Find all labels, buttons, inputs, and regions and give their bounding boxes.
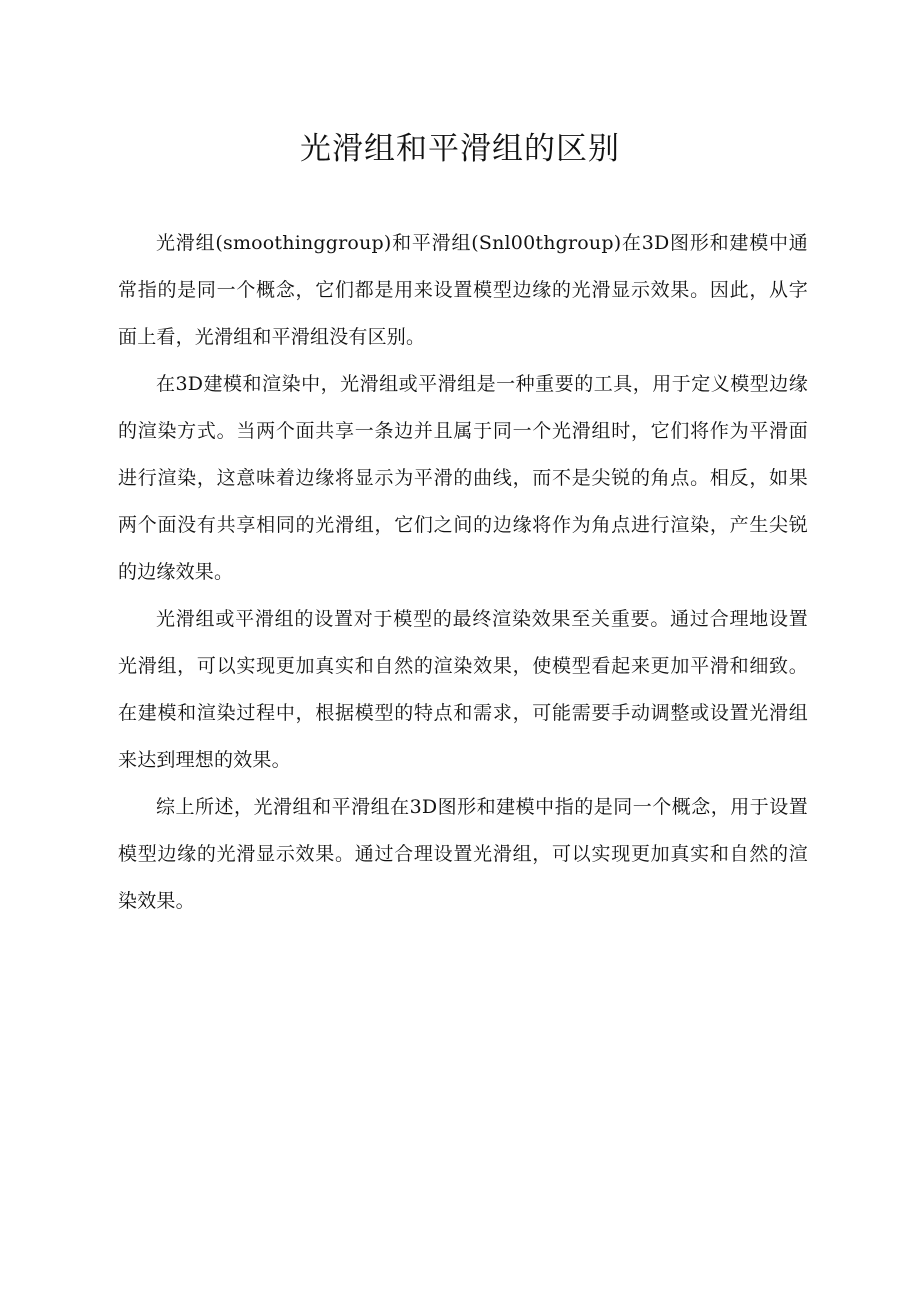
paragraph-3: 光滑组或平滑组的设置对于模型的最终渲染效果至关重要。通过合理地设置光滑组，可以实现更加真实和自然的渲染效果，使模型看起来更加平滑和细致。在建模和渲染过程中，根据模型的特点和需求，可能需要手动调整或设置光滑组来达到理想的效果。 <box>118 608 808 771</box>
paragraph-1: 光滑组(smoothinggroup)和平滑组(Snl00thgroup)在3D图形和建模中通常指的是同一个概念，它们都是用来设置模型边缘的光滑显示效果。因此，从字面上看，光滑组和平滑组没有区别。 <box>118 232 808 348</box>
page-title: 光滑组和平滑组的区别 <box>300 131 620 167</box>
paragraph-4: 综上所述，光滑组和平滑组在3D图形和建模中指的是同一个概念，用于设置模型边缘的光滑显示效果。通过合理设置光滑组，可以实现更加真实和自然的渲染效果。 <box>118 796 808 912</box>
paragraph-2: 在3D建模和渲染中，光滑组或平滑组是一种重要的工具，用于定义模型边缘的渲染方式。当两个面共享一条边并且属于同一个光滑组时，它们将作为平滑面进行渲染，这意味着边缘将显示为平滑的曲线，而不是尖锐的角点。相反，如果两个面没有共享相同的光滑组，它们之间的边缘将作为角点进行渲染，产生尖锐的边缘效果。 <box>118 373 808 583</box>
document-body <box>118 220 808 925</box>
